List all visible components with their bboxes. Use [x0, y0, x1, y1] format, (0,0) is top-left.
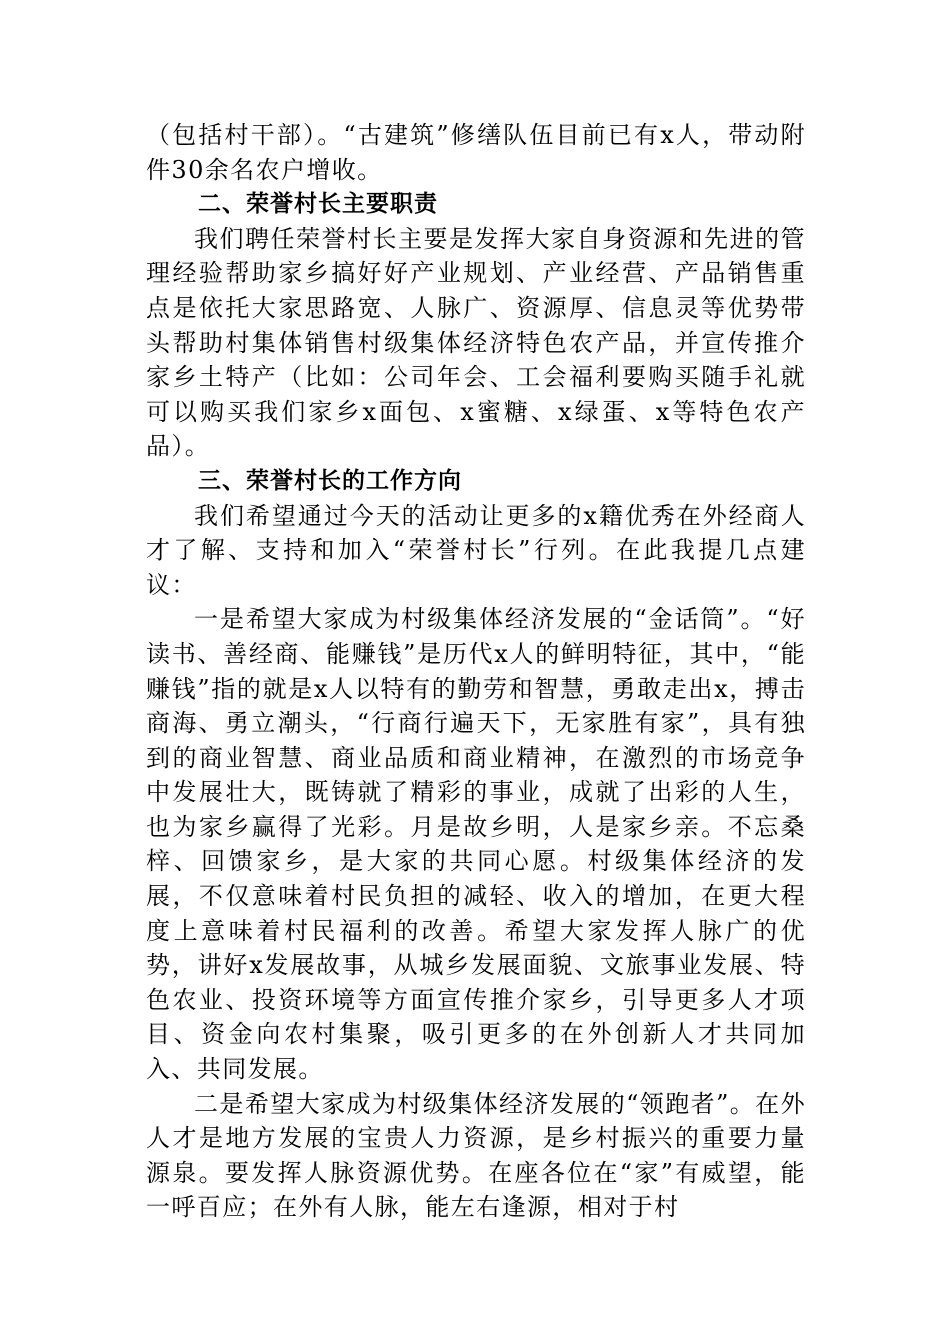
section-heading-duties: 二、荣誉村长主要职责	[198, 191, 438, 218]
paragraph-suggestion-one: 一是希望大家成为村级集体经济发展的“金话筒”。“好读书、善经商、能赚钱”是历代x人的鲜明特征，其中，“能赚钱”指的就是x人以特有的勤劳和智慧，勇敢走出x，搏击商海、勇立潮头，“行商行遍天下，无家胜有家”，具有独到的商业智慧、商业品质和商业精神，在激烈的市场竞争中发展壮大，既铸就了精彩的事业，成就了出彩的人生，也为家乡赢得了光彩。月是故乡明，人是家乡亲。不忘桑梓、回馈家乡，是大家的共同心愿。村级集体经济的发展，不仅意味着村民负担的减轻、收入的增加，在更大程度上意味着村民福利的改善。希望大家发挥人脉广的优势，讲好x发展故事，从城乡发展面貌、文旅事业发展、特色农业、投资环境等方面宣传推介家乡，引导更多人才项目、资金向农村集聚，吸引更多的在外创新人才共同加入、共同发展。	[146, 605, 806, 1084]
document-page	[146, 118, 806, 1225]
paragraph-continuation: （包括村干部）。“古建筑”修缮队伍目前已有x人，带动附件30余名农户增收。	[146, 121, 806, 184]
paragraph-suggestion-two: 二是希望大家成为村级集体经济发展的“领跑者”。在外人才是地方发展的宝贵人力资源，是乡村振兴的重要力量源泉。要发挥人脉资源优势。在座各位在“家”有威望，能一呼百应；在外有人脉，能左右逢源，相对于村	[146, 1089, 806, 1222]
paragraph-duties: 我们聘任荣誉村长主要是发挥大家自身资源和先进的管理经验帮助家乡搞好好产业规划、产业经营、产品销售重点是依托大家思路宽、人脉广、资源厚、信息灵等优势带头帮助村集体销售村级集体经济特色农产品，并宣传推介家乡土特产（比如：公司年会、工会福利要购买随手礼就可以购买我们家乡x面包、x蜜糖、x绿蛋、x等特色农产品）。	[146, 224, 806, 461]
paragraph-direction-intro: 我们希望通过今天的活动让更多的x籍优秀在外经商人才了解、支持和加入“荣誉村长”行列。在此我提几点建议：	[146, 501, 806, 599]
section-heading-direction: 三、荣誉村长的工作方向	[198, 467, 462, 494]
